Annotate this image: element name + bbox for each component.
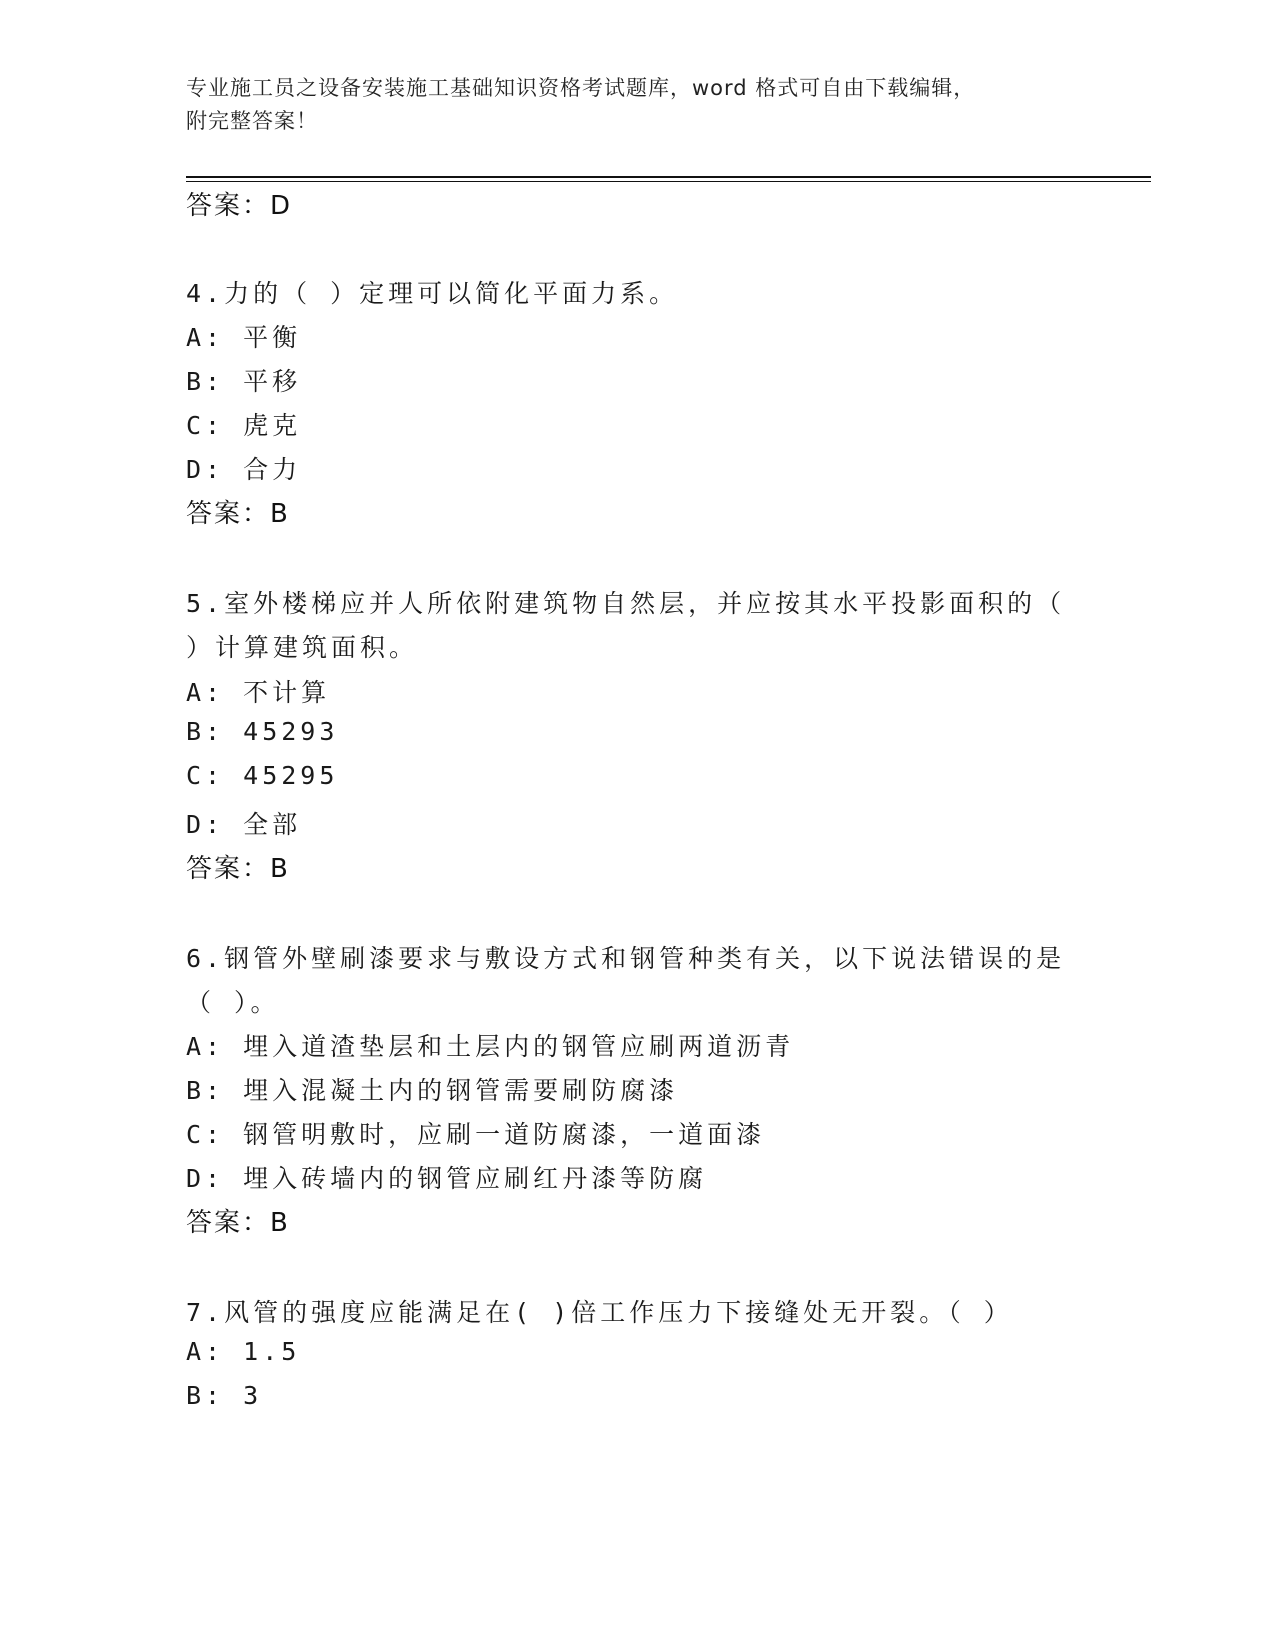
option-c: C: 钢管明敷时，应刷一道防腐漆，一道面漆 bbox=[186, 1120, 766, 1149]
answer-q3: 答案：D bbox=[186, 191, 293, 221]
option-b: B: 平移 bbox=[186, 367, 302, 396]
question-stem-line-1: 5.室外楼梯应并人所依附建筑物自然层，并应按其水平投影面积的（ bbox=[186, 589, 1066, 618]
answer: 答案：B bbox=[186, 499, 290, 529]
option-c: C: 虎克 bbox=[186, 411, 302, 440]
option-d: D: 全部 bbox=[186, 810, 302, 839]
option-a: A: 1.5 bbox=[186, 1337, 301, 1366]
answer: 答案：B bbox=[186, 1208, 290, 1238]
question-stem-line-2: （ ）。 bbox=[186, 988, 280, 1017]
header-line-2: 附完整答案！ bbox=[186, 109, 318, 133]
answer: 答案：B bbox=[186, 854, 290, 884]
question-stem-line-1: 6.钢管外壁刷漆要求与敷设方式和钢管种类有关，以下说法错误的是 bbox=[186, 944, 1066, 973]
header-divider-thin bbox=[186, 181, 1151, 182]
option-a: A: 平衡 bbox=[186, 323, 302, 352]
question-stem-line-2: ）计算建筑面积。 bbox=[186, 633, 419, 662]
option-c: C: 45295 bbox=[186, 761, 339, 790]
option-b: B: 埋入混凝土内的钢管需要刷防腐漆 bbox=[186, 1076, 679, 1105]
header-divider-thick bbox=[186, 176, 1151, 178]
question-stem: 4.力的（ ）定理可以简化平面力系。 bbox=[186, 279, 679, 308]
option-b: B: 3 bbox=[186, 1381, 263, 1410]
option-a: A: 不计算 bbox=[186, 678, 331, 707]
option-a: A: 埋入道渣垫层和土层内的钢管应刷两道沥青 bbox=[186, 1032, 795, 1061]
question-stem: 7.风管的强度应能满足在( )倍工作压力下接缝处无开裂。（ ） bbox=[186, 1298, 1013, 1327]
option-d: D: 合力 bbox=[186, 455, 302, 484]
option-d: D: 埋入砖墙内的钢管应刷红丹漆等防腐 bbox=[186, 1164, 708, 1193]
document-header bbox=[186, 72, 1066, 138]
option-b: B: 45293 bbox=[186, 717, 339, 746]
header-line-1: 专业施工员之设备安装施工基础知识资格考试题库，word 格式可自由下载编辑， bbox=[186, 76, 976, 100]
